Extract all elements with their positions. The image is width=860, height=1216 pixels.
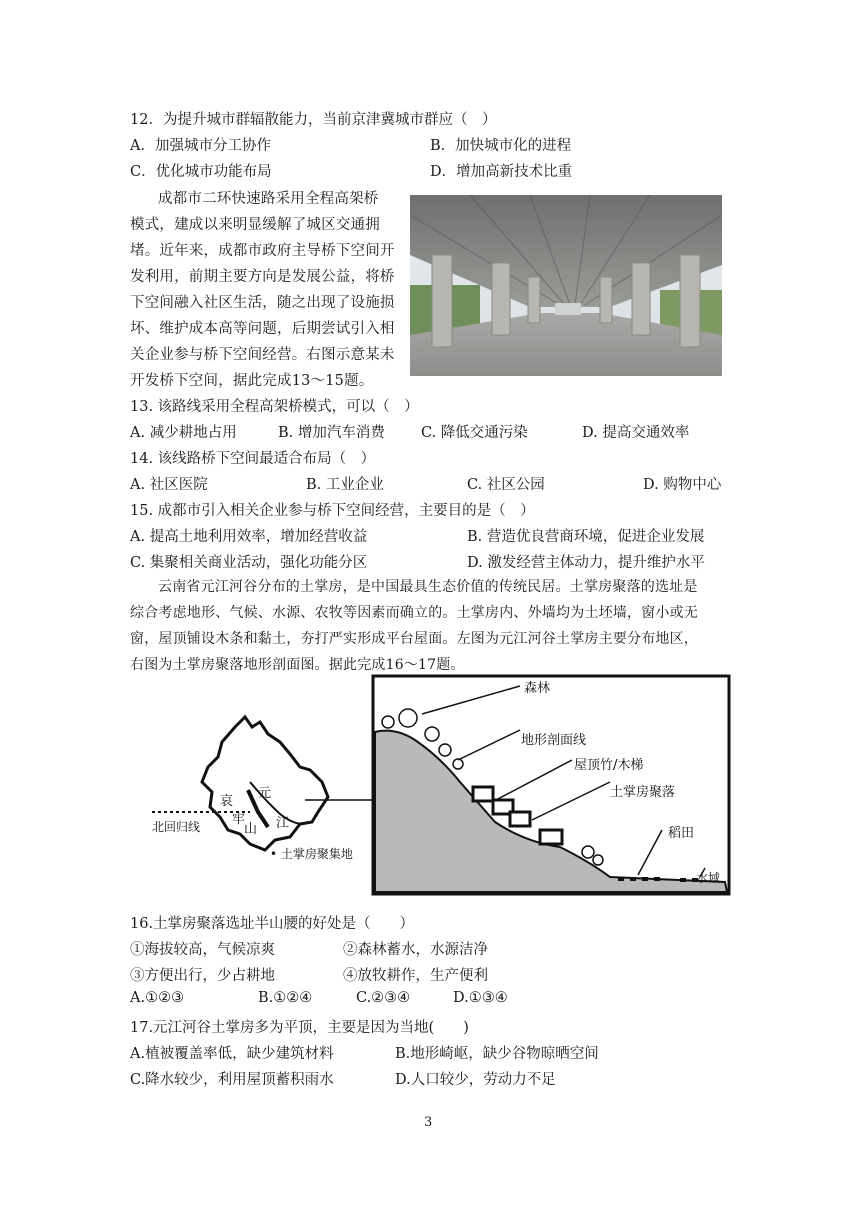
map-label-shan: 山 bbox=[244, 822, 258, 837]
map-label-jiang: 江 bbox=[276, 816, 290, 831]
q16-option-c: C.②③④ bbox=[356, 990, 411, 1006]
q16-option-d: D.①③④ bbox=[453, 990, 508, 1006]
q17-option-c: C.降水较少，利用屋顶蓄积雨水 bbox=[130, 1072, 334, 1088]
q13-option-a: A. 减少耕地占用 bbox=[130, 425, 237, 441]
q15-option-b: B. 营造优良营商环境，促进企业发展 bbox=[467, 529, 705, 545]
q15-stem: 15. 成都市引入相关企业参与桥下空间经营，主要目的是（ ） bbox=[130, 503, 535, 519]
q13-option-b: B. 增加汽车消费 bbox=[278, 425, 385, 441]
passage-line: 堵。近年来，成都市政府主导桥下空间开 bbox=[130, 243, 395, 259]
passage-line: 关企业参与桥下空间经营。右图示意某未 bbox=[130, 347, 395, 363]
q13-option-d: D. 提高交通效率 bbox=[582, 425, 690, 441]
q13-option-c: C. 降低交通污染 bbox=[421, 425, 528, 441]
q14-option-a: A. 社区医院 bbox=[130, 477, 208, 493]
q15-option-c: C. 集聚相关商业活动，强化功能分区 bbox=[130, 555, 368, 571]
profile-label-profile-line: 地形剖面线 bbox=[521, 733, 587, 748]
q12-option-b: B．加快城市化的进程 bbox=[430, 138, 572, 154]
q14-stem: 14. 该线路桥下空间最适合布局（ ） bbox=[130, 451, 376, 467]
page-number: 3 bbox=[424, 1115, 433, 1130]
passage-line: 坏、维护成本高等问题，后期尝试引入相 bbox=[130, 321, 395, 337]
q16-statement-4: ④放牧耕作，生产便利 bbox=[343, 968, 488, 984]
passage-line: 综合考虑地形、气候、水源、农牧等因素而确立的。土掌房内、外墙均为土坯墙，窗小或无 bbox=[130, 605, 698, 621]
profile-label-forest: 森林 bbox=[524, 681, 551, 696]
q16-statement-2: ②森林蓄水，水源洁净 bbox=[343, 942, 488, 958]
yunnan-outline bbox=[202, 717, 328, 850]
passage-line: 窗，屋顶铺设木条和黏土，夯打严实形成平台屋面。左图为元江河谷土掌房主要分布地区， bbox=[130, 631, 698, 647]
q17-option-b: B.地形崎岖，缺少谷物晾晒空间 bbox=[395, 1046, 599, 1062]
q12-option-c: C．优化城市功能布局 bbox=[130, 164, 272, 180]
q17-option-a: A.植被覆盖率低，缺少建筑材料 bbox=[130, 1046, 334, 1062]
q13-stem: 13. 该路线采用全程高架桥模式，可以（ ） bbox=[130, 399, 419, 415]
q14-option-d: D. 购物中心 bbox=[643, 477, 722, 493]
q17-stem: 17.元江河谷土掌房多为平顶，主要是因为当地( ) bbox=[130, 1020, 469, 1036]
viaduct-photo bbox=[410, 195, 722, 376]
q16-stem: 16.土掌房聚落选址半山腰的好处是（ ） bbox=[130, 916, 415, 932]
q16-statement-1: ①海拔较高，气候凉爽 bbox=[130, 942, 275, 958]
passage-line: 成都市二环快速路采用全程高架桥 bbox=[158, 191, 379, 207]
passage-line: 模式，建成以来明显缓解了城区交通拥 bbox=[130, 217, 380, 233]
passage-line: 云南省元江河谷分布的土掌房，是中国最具生态价值的传统民居。土掌房聚落的选址是 bbox=[158, 579, 698, 595]
passage-line: 右图为土掌房聚落地形剖面图。据此完成16〜17题。 bbox=[130, 657, 465, 673]
profile-label-water: 水域 bbox=[696, 871, 721, 885]
map-label-tropic: 北回归线 bbox=[152, 820, 201, 834]
q12-option-a: A．加强城市分工协作 bbox=[130, 138, 271, 154]
q12-stem: 12．为提升城市群辐散能力，当前京津冀城市群应（ ） bbox=[130, 112, 497, 128]
profile-label-roof: 屋顶竹/木梯 bbox=[574, 758, 644, 773]
passage-line: 发利用，前期主要方向是发展公益，将桥 bbox=[130, 269, 395, 285]
q16-option-b: B.①②④ bbox=[258, 990, 313, 1006]
map-label-ai: 哀 bbox=[220, 794, 234, 809]
q15-option-a: A. 提高土地利用效率，增加经营收益 bbox=[130, 529, 368, 545]
profile-label-paddy: 稻田 bbox=[668, 826, 695, 841]
yunnan-map-and-profile-figure bbox=[140, 672, 740, 902]
q14-option-c: C. 社区公园 bbox=[467, 477, 545, 493]
passage-line: 下空间融入社区生活，随之出现了设施损 bbox=[130, 295, 395, 311]
q15-option-d: D. 激发经营主体动力，提升维护水平 bbox=[467, 555, 705, 571]
profile-label-settlement: 土掌房聚落 bbox=[610, 785, 676, 800]
q17-option-d: D.人口较少，劳动力不足 bbox=[395, 1072, 556, 1088]
map-label-lao: 牢 bbox=[232, 812, 246, 827]
q16-statement-3: ③方便出行，少占耕地 bbox=[130, 968, 275, 984]
q14-option-b: B. 工业企业 bbox=[306, 477, 384, 493]
q12-option-d: D．增加高新技术比重 bbox=[430, 164, 573, 180]
q16-option-a: A.①②③ bbox=[130, 990, 185, 1006]
map-legend-gathering: • 土掌房聚集地 bbox=[270, 847, 353, 861]
map-label-yuan: 元 bbox=[258, 786, 272, 801]
passage-line: 开发桥下空间，据此完成13〜15题。 bbox=[130, 373, 374, 389]
